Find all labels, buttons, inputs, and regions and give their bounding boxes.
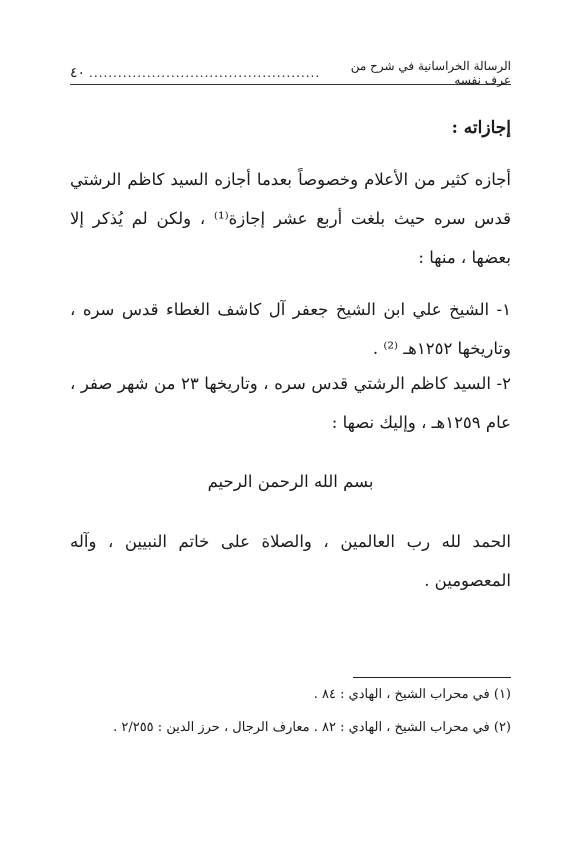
intro-paragraph: أجازه كثير من الأعلام وخصوصاً بعدما أجازه السيد كاظم الرشتي قدس سره حيث بلغت أربع عشر إجازة⁽¹⁾ ، ولكن لم يُذكر إلا بعضها ، منها : [70,170,511,267]
list-item: ١- الشيخ علي ابن الشيخ جعفر آل كاشف الغطاء قدس سره ، وتاريخها ١٢٥٢هـ ⁽²⁾ . [70,300,511,358]
basmala: بسم الله الرحمن الرحيم [207,472,374,491]
footnote: (١) في محراب الشيخ ، الهادي : ٨٤ . [313,687,511,702]
header-title: الرسالة الخراسانية في شرح من عرف نفسه [350,59,511,87]
section-heading: إجازاته : [451,118,511,138]
footnote-divider [353,677,511,678]
running-header [70,59,511,87]
header-leader-dots: ................................................ [89,66,321,80]
quoted-text: الحمد لله رب العالمين ، والصلاة على خاتم النبيين ، وآله المعصومين . [70,532,511,590]
page-number: ٤٠ [70,65,86,81]
footnote: (٢) في محراب الشيخ ، الهادي : ٨٢ . معارف الرجال ، حرز الدين : ٢/٢٥٥ . [113,720,511,735]
list-item: ٢- السيد كاظم الرشتي قدس سره ، وتاريخها ٢٣ من شهر صفر ، عام ١٢٥٩هـ ، وإليك نصها : [70,374,511,432]
